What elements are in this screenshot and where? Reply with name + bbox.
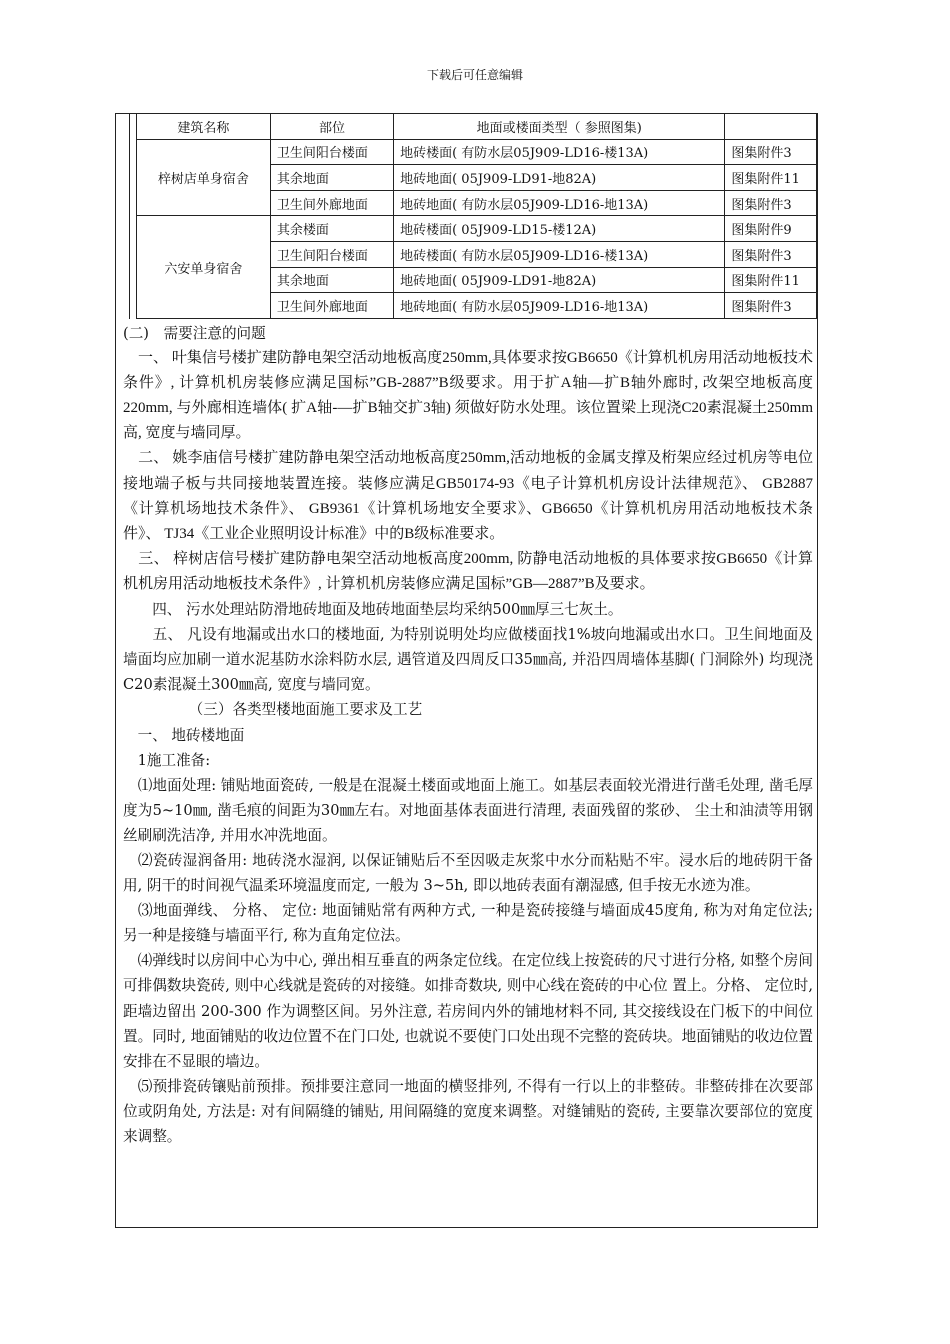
left-margin-line bbox=[129, 114, 130, 319]
paragraph: ⑵瓷砖湿润备用: 地砖浇水湿润, 以保证铺贴后不至因吸走灰浆中水分而粘贴不牢。浸水后的地砖阴干备用, 阴干的时间视气温柔环境温度而定, 一般为 3~5h, 即以地砖表面有潮湿感, 但手按无水迹为准。 bbox=[123, 851, 813, 895]
header-building: 建筑名称 bbox=[137, 114, 271, 140]
table-header-row bbox=[137, 114, 817, 140]
paragraph: ⑷弹线时以房间中心为中心, 弹出相互垂直的两条定位线。在定位线上按瓷砖的尺寸进行分格, 如整个房间可排偶数块瓷砖, 则中心线就是瓷砖的对接缝。如排奇数块, 则中心线在瓷砖的中心位 置上。分格、 定位时, 距墙边留出 200-300 作为调整区间。另外注意, 若房间内外的铺地材料不同, 其交接线设在门板下的中间位置。同时, 地面铺贴的收边位置不在门口处, 也就说不要使门口处出现不完整的瓷砖块。地面铺贴的收边位置安排在不显眼的墙边。 bbox=[123, 952, 813, 1070]
cell-location: 卫生间阳台楼面 bbox=[270, 139, 393, 165]
paragraph: 五、 凡设有地漏或出水口的楼地面, 为特别说明处均应做楼面找1%坡向地漏或出水口。卫生间地面及墙面均应加刷一道水泥基防水涂料防水层, 遇管道及四周反口35㎜高, 并沿四周墙体基脚( 门洞除外) 均现浇C20素混凝土300㎜高, 宽度与墙同宽。 bbox=[123, 626, 813, 694]
cell-floor-type: 地砖地面( 有防水层05J909-LD16-地13A) bbox=[394, 190, 725, 216]
cell-floor-type: 地砖楼面( 05J909-LD15-楼12A) bbox=[394, 216, 725, 242]
cell-floor-type: 地砖地面( 05J909-LD91-地82A) bbox=[394, 267, 725, 293]
cell-attachment: 图集附件3 bbox=[725, 241, 817, 267]
subheading: 1施工准备: bbox=[123, 751, 211, 769]
cell-attachment: 图集附件9 bbox=[725, 216, 817, 242]
cell-location: 其余地面 bbox=[270, 267, 393, 293]
table-row bbox=[137, 139, 817, 165]
header-blank bbox=[725, 114, 817, 140]
cell-location: 卫生间阳台楼面 bbox=[270, 241, 393, 267]
header-location: 部位 bbox=[270, 114, 393, 140]
paragraph: 一、 叶集信号楼扩建防静电架空活动地板高度250mm,具体要求按GB6650《计算机机房用活动地板技术条件》, 计算机机房装修应满足国标”GB-2887”B级要求。用于扩A轴—扩B轴外廊时, 改架空地板高度220mm, 与外廊相连墙体( 扩A轴-—扩B轴交扩3轴) 须做好防水处理。该位置梁上现浇C20素混凝土250mm高, 宽度与墙同厚。 bbox=[123, 350, 813, 442]
paragraph: 二、 姚李庙信号楼扩建防静电架空活动地板高度250mm,活动地板的金属支撑及桁架应经过机房等电位接地端子板与共同接地装置连接。装修应满足GB50174-93《电子计算机机房设计法律规范》、 GB2887《计算机场地技术条件》、 GB9361《计算机场地安全要求》、GB6650《计算机机房用活动地板技术条件》、 TJ34《工业企业照明设计标准》中的B级标准要求。 bbox=[123, 450, 813, 542]
cell-location: 其余地面 bbox=[270, 165, 393, 191]
floor-type-table bbox=[136, 113, 817, 319]
cell-attachment: 图集附件3 bbox=[725, 190, 817, 216]
cell-attachment: 图集附件11 bbox=[725, 165, 817, 191]
document-frame bbox=[115, 113, 818, 1228]
building-name: 梓树店单身宿舍 bbox=[137, 139, 271, 216]
subheading: 一、 地砖楼地面 bbox=[123, 726, 245, 744]
paragraph: 三、 梓树店信号楼扩建防静电架空活动地板高度200mm, 防静电活动地板的具体要求按GB6650《计算机机房用活动地板技术条件》, 计算机机房装修应满足国标”GB—2887”B及要求。 bbox=[123, 550, 813, 592]
cell-location: 其余楼面 bbox=[270, 216, 393, 242]
paragraph: ⑸预排瓷砖镶贴前预排。预排要注意同一地面的横竖排列, 不得有一行以上的非整砖。非整砖排在次要部位或阴角处, 方法是: 对有间隔缝的铺贴, 用间隔缝的宽度来调整。对缝铺贴的瓷砖, 主要靠次要部位的宽度来调整。 bbox=[123, 1077, 813, 1145]
paragraph: 四、 污水处理站防滑地砖地面及地砖地面垫层均采纳500㎜厚三七灰土。 bbox=[123, 601, 623, 619]
table-row bbox=[137, 216, 817, 242]
body-text bbox=[123, 321, 813, 1149]
cell-attachment: 图集附件11 bbox=[725, 267, 817, 293]
cell-floor-type: 地砖楼面( 有防水层05J909-LD16-楼13A) bbox=[394, 139, 725, 165]
paragraph: ⑴地面处理: 铺贴地面瓷砖, 一般是在混凝土楼面或地面上施工。如基层表面较光滑进行凿毛处理, 凿毛厚度为5~10㎜, 凿毛痕的间距为30㎜左右。对地面基体表面进行清理, 表面残留的浆砂、 尘土和油渍等用钢丝刷刷洗洁净, 并用水冲洗地面。 bbox=[123, 776, 813, 844]
cell-location: 卫生间外廊地面 bbox=[270, 190, 393, 216]
header-floor-type: 地面或楼面类型（ 参照图集) bbox=[394, 114, 725, 140]
cell-floor-type: 地砖地面( 有防水层05J909-LD16-地13A) bbox=[394, 293, 725, 319]
page-header: 下载后可任意编辑 bbox=[426, 68, 523, 82]
cell-floor-type: 地砖楼面( 有防水层05J909-LD16-楼13A) bbox=[394, 241, 725, 267]
cell-attachment: 图集附件3 bbox=[725, 139, 817, 165]
cell-location: 卫生间外廊地面 bbox=[270, 293, 393, 319]
section-heading: （三）各类型楼地面施工要求及工艺 bbox=[123, 701, 423, 719]
cell-floor-type: 地砖地面( 05J909-LD91-地82A) bbox=[394, 165, 725, 191]
paragraph: ⑶地面弹线、 分格、 定位: 地面铺贴常有两种方式, 一种是瓷砖接缝与墙面成45度角, 称为对角定位法; 另一种是接缝与墙面平行, 称为直角定位法。 bbox=[123, 902, 813, 945]
cell-attachment: 图集附件3 bbox=[725, 293, 817, 319]
building-name: 六安单身宿舍 bbox=[137, 216, 271, 318]
section-heading: (二) 需要注意的问题 bbox=[123, 325, 266, 342]
